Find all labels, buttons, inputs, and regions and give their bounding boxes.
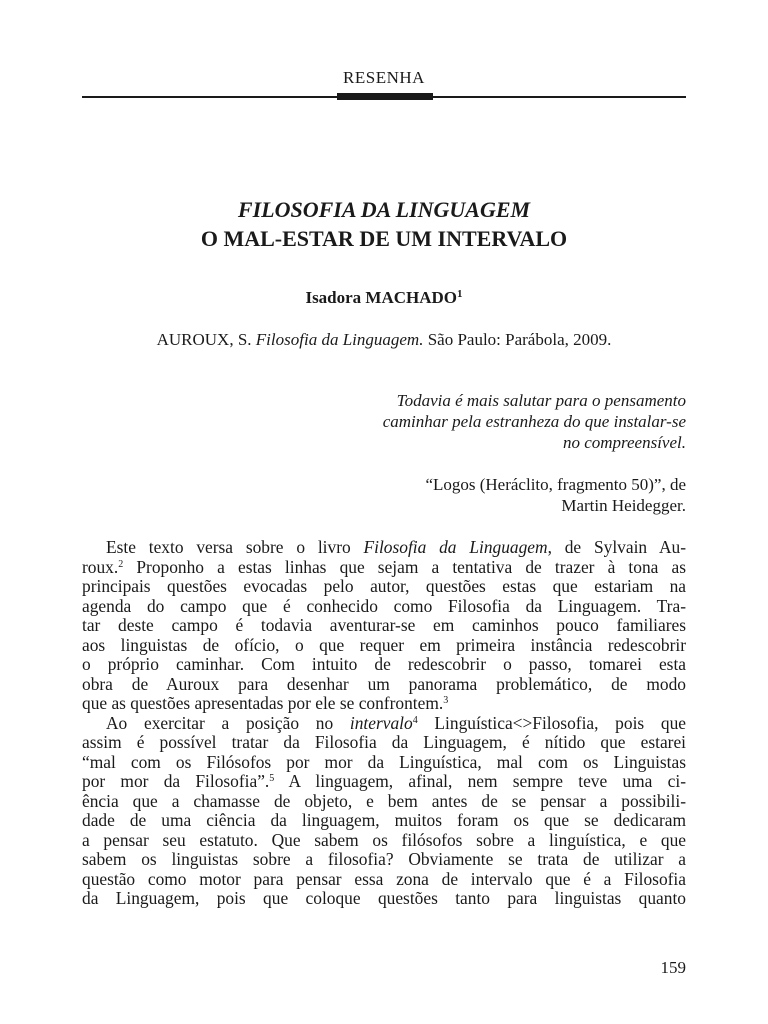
text-line: sabem os linguistas sobre a filosofia? Obviamente se trata de utilizar a bbox=[82, 849, 686, 869]
text-span: Ao exercitar a posição no bbox=[106, 712, 350, 733]
author-byline bbox=[82, 288, 686, 308]
header-rule-accent bbox=[337, 93, 433, 100]
footnote-marker: 1 bbox=[457, 288, 463, 300]
reference-publisher: São Paulo: Parábola, 2009. bbox=[427, 330, 612, 349]
epigraph-source-line: “Logos (Heráclito, fragmento 50)”, de bbox=[425, 475, 686, 494]
text-span: por mor da Filosofia”. bbox=[82, 771, 270, 791]
text-line: dade de uma ciência da linguagem, muitos foram os que se dedicaram bbox=[82, 810, 686, 830]
text-span: A linguagem, afinal, nem sempre teve uma ci- bbox=[274, 771, 686, 791]
footnote-marker: 4 bbox=[412, 714, 418, 726]
epigraph-line: caminhar pela estranheza do que instalar-se bbox=[382, 412, 686, 431]
text-line: a pensar seu estatuto. Que sabem os filósofos sobre a linguística, e que bbox=[82, 829, 686, 850]
text-line: tar deste campo é todavia aventurar-se em caminhos pouco familiares bbox=[82, 615, 686, 635]
reference-author: AUROUX, S. bbox=[156, 330, 252, 349]
author-name: Isadora MACHADO bbox=[305, 288, 458, 307]
text-line: obra de Auroux para desenhar um panorama problemático, de modo bbox=[82, 673, 686, 694]
footnote-marker: 2 bbox=[118, 558, 124, 570]
text-line bbox=[82, 558, 686, 578]
text-line: assim é possível tratar da Filosofia da Linguagem, é nítido que estarei bbox=[82, 732, 686, 752]
section-label: RESENHA bbox=[343, 68, 425, 87]
text-span: Proponho a estas linhas que sejam a tentativa de trazer à tona as bbox=[123, 556, 686, 577]
text-line: principais questões evocadas pelo autor, questões estas que estariam na bbox=[82, 576, 686, 596]
epigraph-line: no compreensível. bbox=[562, 433, 686, 452]
reference-book-title: Filosofia da Linguagem. bbox=[255, 330, 424, 349]
text-line bbox=[82, 772, 686, 792]
text-line: aos linguistas de ofício, o que requer em primeira instância redescobrir bbox=[82, 634, 686, 655]
footnote-marker: 3 bbox=[443, 695, 449, 706]
emphasis: intervalo bbox=[349, 712, 413, 733]
text-line bbox=[82, 714, 686, 734]
page-number: 159 bbox=[660, 958, 686, 977]
text-line bbox=[82, 694, 686, 714]
text-span: Linguística<>Filosofia, pois que bbox=[417, 712, 686, 733]
text-line: da Linguagem, pois que coloque questões tanto para linguistas quanto bbox=[82, 888, 686, 908]
review-title: FILOSOFIA DA LINGUAGEM bbox=[237, 197, 531, 222]
epigraph-line: Todavia é mais salutar para o pensamento bbox=[396, 391, 686, 410]
text-span: , de Sylvain Au- bbox=[547, 537, 687, 557]
text-span: que as questões apresentadas por ele se confrontem. bbox=[82, 693, 444, 713]
epigraph-quote bbox=[266, 390, 686, 453]
text-line: “mal com os Filósofos por mor da Linguística, mal com os Linguistas bbox=[82, 751, 686, 772]
text-span: Este texto versa sobre o livro bbox=[106, 537, 364, 557]
text-line: ência que a chamasse de objeto, e bem antes de se pensar a possibili- bbox=[82, 790, 686, 811]
bibliographic-reference bbox=[82, 330, 686, 350]
text-line: o próprio caminhar. Com intuito de redescobrir o passo, tomarei esta bbox=[82, 654, 686, 674]
epigraph-source-line: Martin Heidegger. bbox=[561, 496, 686, 515]
review-subtitle: O MAL-ESTAR DE UM INTERVALO bbox=[200, 226, 568, 251]
book-title: Filosofia da Linguagem bbox=[363, 537, 548, 557]
text-line: questão como motor para pensar essa zona de intervalo que é a Filosofia bbox=[82, 868, 686, 889]
epigraph-source bbox=[266, 474, 686, 516]
text-line bbox=[82, 538, 686, 558]
body-text bbox=[82, 538, 686, 909]
text-line: agenda do campo que é conhecido como Filosofia da Linguagem. Tra- bbox=[82, 595, 686, 616]
text-span: roux. bbox=[82, 556, 119, 577]
footnote-marker: 5 bbox=[269, 773, 275, 784]
